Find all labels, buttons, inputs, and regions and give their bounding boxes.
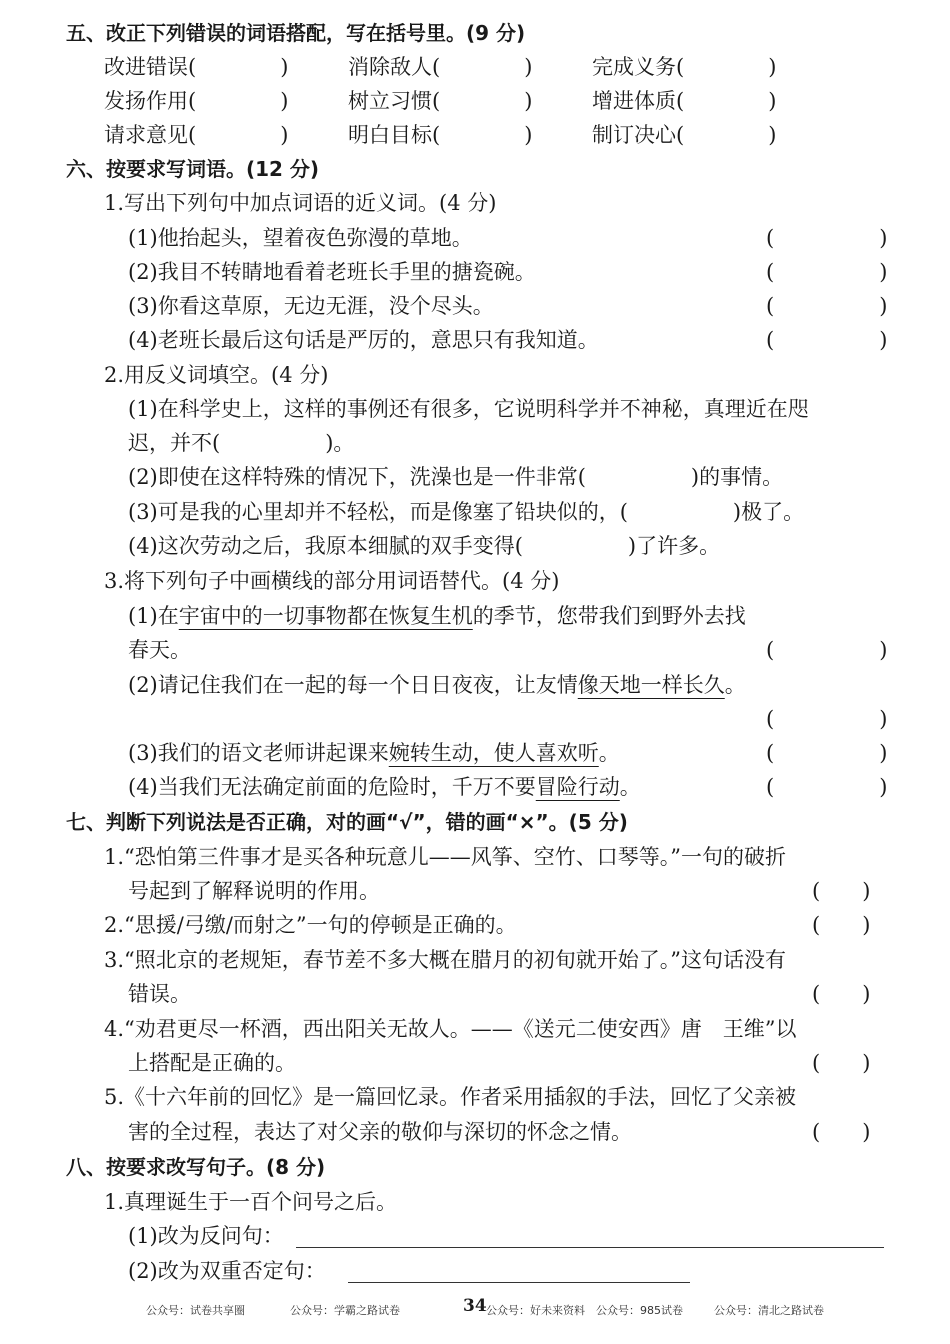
s6-q3-blank-3[interactable]: ( ) bbox=[766, 741, 888, 765]
s5-r3-c2: 明白目标( ) bbox=[348, 123, 533, 147]
s6-q1-item-1: (1)他抬起头，望着夜色弥漫的草地。 bbox=[128, 226, 473, 250]
section-5-title: 五、改正下列错误的词语搭配，写在括号里。(9 分) bbox=[66, 21, 526, 45]
s7-blank-1[interactable]: ( ) bbox=[812, 879, 871, 903]
s6-q3-item-3 bbox=[128, 738, 620, 768]
footer-item-5: 公众号：清北之路试卷 bbox=[714, 1304, 824, 1317]
s6-q3-item-1a bbox=[128, 601, 746, 631]
s6-q1-blank-4[interactable]: ( ) bbox=[766, 328, 888, 352]
s7-blank-3[interactable]: ( ) bbox=[812, 982, 871, 1006]
s6-q3-item-2 bbox=[128, 670, 746, 700]
s6-q2-item-1a: (1)在科学史上，这样的事例还有很多，它说明科学并不神秘，真理近在咫 bbox=[128, 397, 809, 421]
s6-q3-i3-underlined: 婉转生动，使人喜欢听 bbox=[388, 741, 599, 765]
s6-q2-item-4: (4)这次劳动之后，我原本细腻的双手变得( )了许多。 bbox=[128, 534, 721, 558]
s6-q3-item-4 bbox=[128, 772, 641, 802]
section-7-title: 七、判断下列说法是否正确，对的画“√”，错的画“×”。(5 分) bbox=[66, 810, 628, 834]
s6-q3-i4-underlined: 冒险行动 bbox=[535, 775, 620, 799]
footer-item-1: 公众号：试卷共享圈 bbox=[146, 1304, 245, 1317]
section-8-title: 八、按要求改写句子。(8 分) bbox=[66, 1155, 326, 1179]
s7-item-1b: 号起到了解释说明的作用。 bbox=[128, 879, 380, 903]
s7-item-4a: 4.“劝君更尽一杯酒，西出阳关无故人。——《送元二使安西》唐 王维”以 bbox=[104, 1017, 797, 1041]
s8-q1-a-label: (1)改为反问句： bbox=[128, 1224, 284, 1248]
s7-item-3b: 错误。 bbox=[128, 982, 191, 1006]
s6-q3-i4-pre: (4)当我们无法确定前面的危险时，千万不要 bbox=[128, 775, 536, 799]
s8-q1-b-label: (2)改为双重否定句： bbox=[128, 1259, 326, 1283]
s6-q3-blank-4[interactable]: ( ) bbox=[766, 775, 888, 799]
s8-q1-b-answer-line[interactable] bbox=[348, 1282, 690, 1283]
page-number: 34 bbox=[463, 1296, 487, 1316]
footer-item-2: 公众号：学霸之路试卷 bbox=[290, 1304, 400, 1317]
s7-blank-2[interactable]: ( ) bbox=[812, 913, 871, 937]
s6-q3-blank-2[interactable]: ( ) bbox=[766, 707, 888, 731]
s7-item-5a: 5.《十六年前的回忆》是一篇回忆录。作者采用插叙的手法，回忆了父亲被 bbox=[104, 1085, 797, 1109]
s7-item-4b: 上搭配是正确的。 bbox=[128, 1051, 296, 1075]
s5-r3-c3: 制订决心( ) bbox=[592, 123, 777, 147]
s6-q3-i1-post: 的季节，您带我们到野外去找 bbox=[472, 604, 746, 628]
s6-q3-title: 3.将下列句子中画横线的部分用词语替代。(4 分) bbox=[104, 569, 560, 593]
s7-item-5b: 害的全过程，表达了对父亲的敬仰与深切的怀念之情。 bbox=[128, 1120, 632, 1144]
section-6-title: 六、按要求写词语。(12 分) bbox=[66, 157, 320, 181]
s7-item-1a: 1.“恐怕第三件事才是买各种玩意儿——风筝、空竹、口琴等。”一句的破折 bbox=[104, 845, 787, 869]
s7-item-2: 2.“思援/弓缴/而射之”一句的停顿是正确的。 bbox=[104, 913, 517, 937]
s6-q3-i2-underlined: 像天地一样长久 bbox=[577, 673, 725, 697]
s6-q1-item-2: (2)我目不转睛地看着老班长手里的搪瓷碗。 bbox=[128, 260, 536, 284]
s5-r1-c3: 完成义务( ) bbox=[592, 55, 777, 79]
s6-q2-title: 2.用反义词填空。(4 分) bbox=[104, 363, 329, 387]
s7-blank-4[interactable]: ( ) bbox=[812, 1051, 871, 1075]
s6-q1-title: 1.写出下列句中加点词语的近义词。(4 分) bbox=[104, 191, 497, 215]
s6-q1-blank-3[interactable]: ( ) bbox=[766, 294, 888, 318]
s6-q1-item-3: (3)你看这草原，无边无涯，没个尽头。 bbox=[128, 294, 494, 318]
footer-item-3: 公众号：好未来资料 bbox=[486, 1304, 585, 1317]
s5-r2-c2: 树立习惯( ) bbox=[348, 89, 533, 113]
s6-q3-i3-pre: (3)我们的语文老师讲起课来 bbox=[128, 741, 389, 765]
s5-r3-c1: 请求意见( ) bbox=[104, 123, 289, 147]
s5-r1-c2: 消除敌人( ) bbox=[348, 55, 533, 79]
s6-q3-i1-pre: (1)在 bbox=[128, 604, 179, 628]
s8-q1-a-answer-line[interactable] bbox=[296, 1247, 884, 1248]
s6-q3-i1-underlined: 宇宙中的一切事物都在恢复生机 bbox=[178, 604, 473, 628]
s6-q3-i2-post: 。 bbox=[724, 673, 746, 697]
s5-r1-c1: 改进错误( ) bbox=[104, 55, 289, 79]
s6-q2-item-2: (2)即使在这样特殊的情况下，洗澡也是一件非常( )的事情。 bbox=[128, 465, 784, 489]
s5-r2-c1: 发扬作用( ) bbox=[104, 89, 289, 113]
s8-q1: 1.真理诞生于一百个问号之后。 bbox=[104, 1190, 398, 1214]
s6-q3-i2-pre: (2)请记住我们在一起的每一个日日夜夜，让友情 bbox=[128, 673, 578, 697]
s6-q2-item-3: (3)可是我的心里却并不轻松，而是像塞了铅块似的，( )极了。 bbox=[128, 500, 805, 524]
s7-blank-5[interactable]: ( ) bbox=[812, 1120, 871, 1144]
footer-item-4: 公众号：985试卷 bbox=[596, 1304, 683, 1317]
s5-r2-c3: 增进体质( ) bbox=[592, 89, 777, 113]
s6-q1-blank-2[interactable]: ( ) bbox=[766, 260, 888, 284]
s6-q3-item-1b: 春天。 bbox=[128, 638, 191, 662]
s6-q2-item-1b: 迟，并不( )。 bbox=[128, 431, 355, 455]
s6-q3-i3-post: 。 bbox=[598, 741, 620, 765]
s6-q3-i4-post: 。 bbox=[619, 775, 641, 799]
s6-q1-blank-1[interactable]: ( ) bbox=[766, 226, 888, 250]
s6-q1-item-4: (4)老班长最后这句话是严厉的，意思只有我知道。 bbox=[128, 328, 599, 352]
s6-q3-blank-1[interactable]: ( ) bbox=[766, 638, 888, 662]
s7-item-3a: 3.“照北京的老规矩，春节差不多大概在腊月的初旬就开始了。”这句话没有 bbox=[104, 948, 787, 972]
